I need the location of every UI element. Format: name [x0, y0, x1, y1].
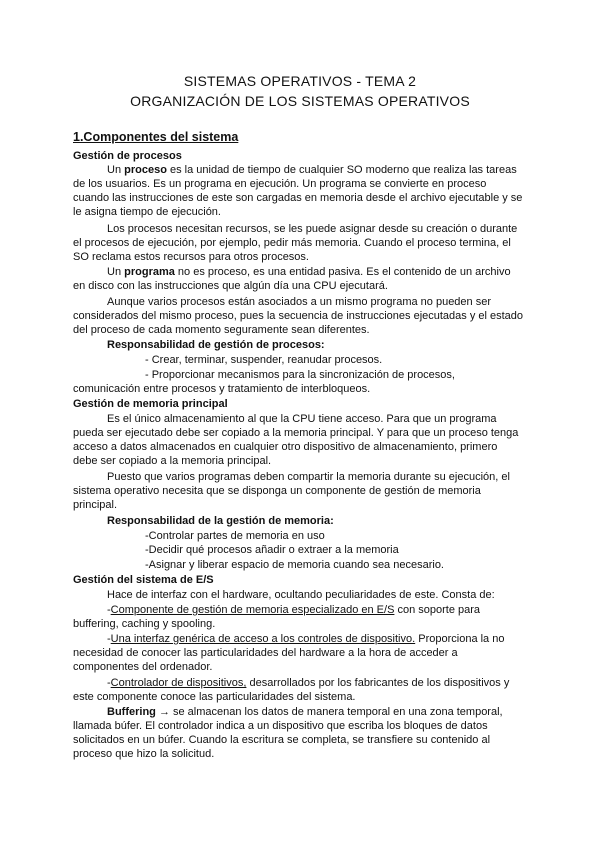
document-title: SISTEMAS OPERATIVOS - TEMA 2 [183, 73, 417, 89]
list-item-continuation: comunicación entre procesos y tratamiento de interbloqueos. [73, 383, 371, 395]
list-item: -Componente de gestión de memoria especializado en E/S con soporte para [107, 604, 481, 616]
list-item-continuation: necesidad de conocer las particularidades del hardware a la hora de acceder a [73, 647, 458, 659]
paragraph-line: principal. [73, 499, 118, 511]
paragraph-line: en disco con las instrucciones que algún día una CPU ejecutará. [73, 280, 388, 292]
paragraph-line: SO reclama estos recursos para otros procesos. [73, 251, 309, 263]
subheading-gestion-procesos: Gestión de procesos [73, 150, 182, 162]
list-item: - Crear, terminar, suspender, reanudar procesos. [145, 354, 383, 366]
paragraph-line: llamada búfer. El controlador indica a un dispositivo que escriba los bloques de datos [73, 720, 488, 732]
paragraph-line: Un programa no es proceso, es una entidad pasiva. Es el contenido de un archivo [107, 266, 511, 278]
term-buffering: Buffering [107, 706, 156, 718]
paragraph-line: acceso a datos almacenados en cualquier otro dispositivo de almacenamiento, primero [73, 441, 498, 453]
paragraph-line: Puesto que varios programas deben compartir la memoria durante su ejecución, el [107, 471, 510, 483]
paragraph-line: Aunque varios procesos están asociados a un mismo programa no pueden ser [107, 296, 492, 308]
paragraph-line: Es el único almacenamiento al que la CPU tiene acceso. Para que un programa [107, 413, 497, 425]
document-subtitle: ORGANIZACIÓN DE LOS SISTEMAS OPERATIVOS [130, 93, 470, 109]
paragraph-line: Buffering → se almacenan los datos de manera temporal en una zona temporal, [107, 706, 503, 718]
list-item-continuation: componentes del ordenador. [73, 661, 213, 673]
paragraph-line: Hace de interfaz con el hardware, ocultando peculiaridades de este. Consta de: [107, 589, 495, 601]
subheading-gestion-memoria: Gestión de memoria principal [73, 398, 228, 410]
subheading-resp-memoria: Responsabilidad de la gestión de memoria: [107, 515, 334, 527]
paragraph-line: debe ser copiado a la memoria principal. [73, 455, 272, 467]
term-proceso: proceso [124, 164, 167, 176]
paragraph-line: Un proceso es la unidad de tiempo de cualquier SO moderno que realiza las tareas [107, 164, 517, 176]
paragraph-line: solicitados en un búfer. Cuando la escritura se completa, se transfiere su contenido al [73, 734, 491, 746]
list-item: -Una interfaz genérica de acceso a los controles de dispositivo. Proporciona la no [107, 633, 505, 645]
paragraph-line: le asigna tiempo de ejecución. [73, 206, 221, 218]
paragraph-line: considerados del mismo proceso, pues la secuencia de instrucciones ejecutadas y el estado [73, 310, 524, 322]
paragraph-line: el procesos de ejecución, por ejemplo, pedir más memoria. Cuando el proceso termina, el [73, 237, 511, 249]
paragraph-line: proceso que hizo la solicitud. [73, 748, 215, 760]
list-item: -Controlar partes de memoria en uso [145, 530, 325, 542]
paragraph-line: de los usuarios. Es un programa en ejecución. Un programa se convierte en proceso [73, 178, 487, 190]
subheading-gestion-es: Gestión del sistema de E/S [73, 574, 214, 586]
paragraph-line: del proceso de cada momento seguramente sean diferentes. [73, 324, 370, 336]
list-item: -Decidir qué procesos añadir o extraer a la memoria [145, 544, 399, 556]
list-item: -Controlador de dispositivos, desarrollados por los fabricantes de los dispositivos y [107, 677, 510, 689]
subheading-resp-procesos: Responsabilidad de gestión de procesos: [107, 339, 325, 351]
term-programa: programa [124, 266, 175, 278]
paragraph-line: pueda ser ejecutado debe ser copiado a la memoria principal. Y para que un proceso tenga [73, 427, 519, 439]
list-item-continuation: buffering, caching y spooling. [73, 618, 216, 630]
paragraph-line: sistema operativo necesita que se disponga un componente de gestión de memoria [73, 485, 481, 497]
paragraph-line: cuando las instrucciones de este son cargadas en memoria desde el archivo ejecutable y se [73, 192, 523, 204]
list-item: -Asignar y liberar espacio de memoria cuando sea necesario. [145, 559, 444, 571]
list-item: - Proporcionar mecanismos para la sincronización de procesos, [145, 369, 455, 381]
paragraph-line: Los procesos necesitan recursos, se les puede asignar desde su creación o durante [107, 223, 518, 235]
section-heading-componentes: 1.Componentes del sistema [73, 130, 239, 144]
list-item-continuation: este componente conoce las particularidades del sistema. [73, 691, 356, 703]
